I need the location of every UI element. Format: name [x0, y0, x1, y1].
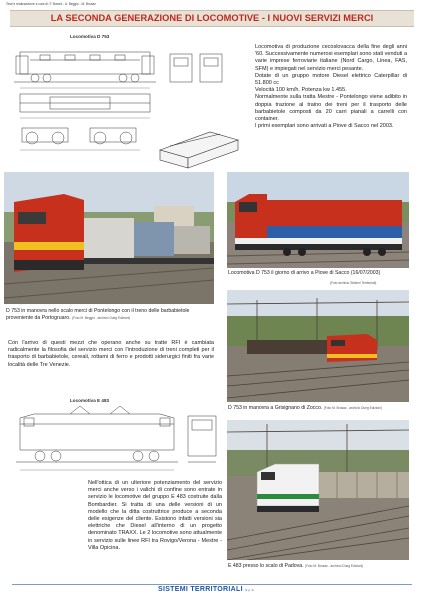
d753-technical-drawing [10, 40, 242, 170]
intro-paragraph-5: I primi esemplari sono arrivati a Piove di Sacco nel 2003. [255, 123, 394, 130]
photo-piove [227, 172, 409, 268]
intro-paragraph-1: Locomotiva di produzione cecoslovacca della fine degli anni '60. Successivamente numerosi esemplari sono stati venduti a varie imprese ferroviarie italiane (Nord Cargo, Linea, FAS, SFM) e impiegati nel servizio merci pesante. [255, 44, 407, 72]
caption-grisignano-credit: (Foto M. Brusaz - archivio Dueg Edizioni) [323, 406, 382, 410]
caption-grisignano-text: D 753 in manovra a Grisignano di Zocco. [228, 405, 323, 411]
credits-line: Testi e realizzazione a cura di: F. Baroni - A. Beggio - M. Brusaz [6, 2, 96, 6]
intro-paragraph-4: Normalmente sulla tratta Mestre - Pontelongo viene adibito in doppia trazione al traino dei treni per il trasporto delle barbabietole composti da 20 carri pianali a carrelli con container. [255, 94, 407, 123]
drawing-d753-label: Locomotiva D 753 [70, 34, 110, 39]
caption-padova [228, 563, 410, 570]
caption-pontelongo [6, 308, 211, 321]
photo-padova [227, 420, 409, 560]
middle-text: Con l'arrivo di questi mezzi che operano anche su tratte RFI è cambiata radicalmente la filosofia del servizio merci con l'introduzione di treni completi per il trasporto di barbabietole, cereali, rottami di ferro e prodotti siderurgici finiti fra varie località delle Tre Venezie. [8, 340, 214, 368]
caption-grisignano [228, 405, 413, 412]
footer-brand-name: SISTEMI TERRITORIALI [158, 586, 243, 593]
intro-text [255, 44, 407, 130]
caption-piove-credit: (Foto archivio Sistemi Territoriali) [330, 281, 377, 285]
intro-paragraph-2: Dotate di un gruppo motore Diesel elettrico Caterpillar di 51.800 cc [255, 72, 407, 87]
caption-padova-credit: (Foto M. Brusaz - archivio Dueg Edizioni) [305, 564, 364, 568]
photo-grisignano [227, 290, 409, 402]
page-title: LA SECONDA GENERAZIONE DI LOCOMOTIVE - I NUOVI SERVIZI MERCI [50, 13, 374, 23]
caption-pontelongo-text: D 753 in manovra nello scalo merci di Pontelongo con il treno delle barbabietole proveniente da Portogruaro. [6, 308, 190, 321]
caption-pontelongo-credit: (Foto M. Beggio - archivio Dueg Edizioni) [72, 315, 131, 320]
e483-technical-drawing [10, 404, 222, 484]
footer-divider [12, 584, 412, 585]
footer-brand-suffix: S.p.A. [245, 588, 256, 592]
photo-pontelongo [4, 172, 214, 304]
drawing-e483-label: Locomotiva E 483 [70, 398, 110, 403]
footer-brand [158, 586, 255, 593]
intro-paragraph-3: Velocità 100 km/h. Potenza kw 1.455. [255, 87, 347, 94]
title-bar [10, 10, 414, 27]
e483-text: Nell'ottica di un ulteriore potenziamento del servizio merci anche verso i valichi di confine sono entrate in servizio le locomotive del gruppo E 483 costruite dalla Bombardier. Si tratta di una delle versioni di un modello che la ditta costruttrice produce a seconda delle esigenze del cliente. Esistono infatti versioni sia elettriche che Diesel all'interno di un progetto denominato TRAXX. Le 2 locomotive sono attualmente in servizio sulle linee RFI tra Rovigo/Verona - Mestre - Villa Opicina. [88, 480, 222, 551]
caption-padova-text: E 483 presso lo scalo di Padova. [228, 563, 304, 569]
caption-piove: Locomotiva D 753 il giorno di arrivo a Piove di Sacco (16/07/2003) [228, 270, 381, 276]
